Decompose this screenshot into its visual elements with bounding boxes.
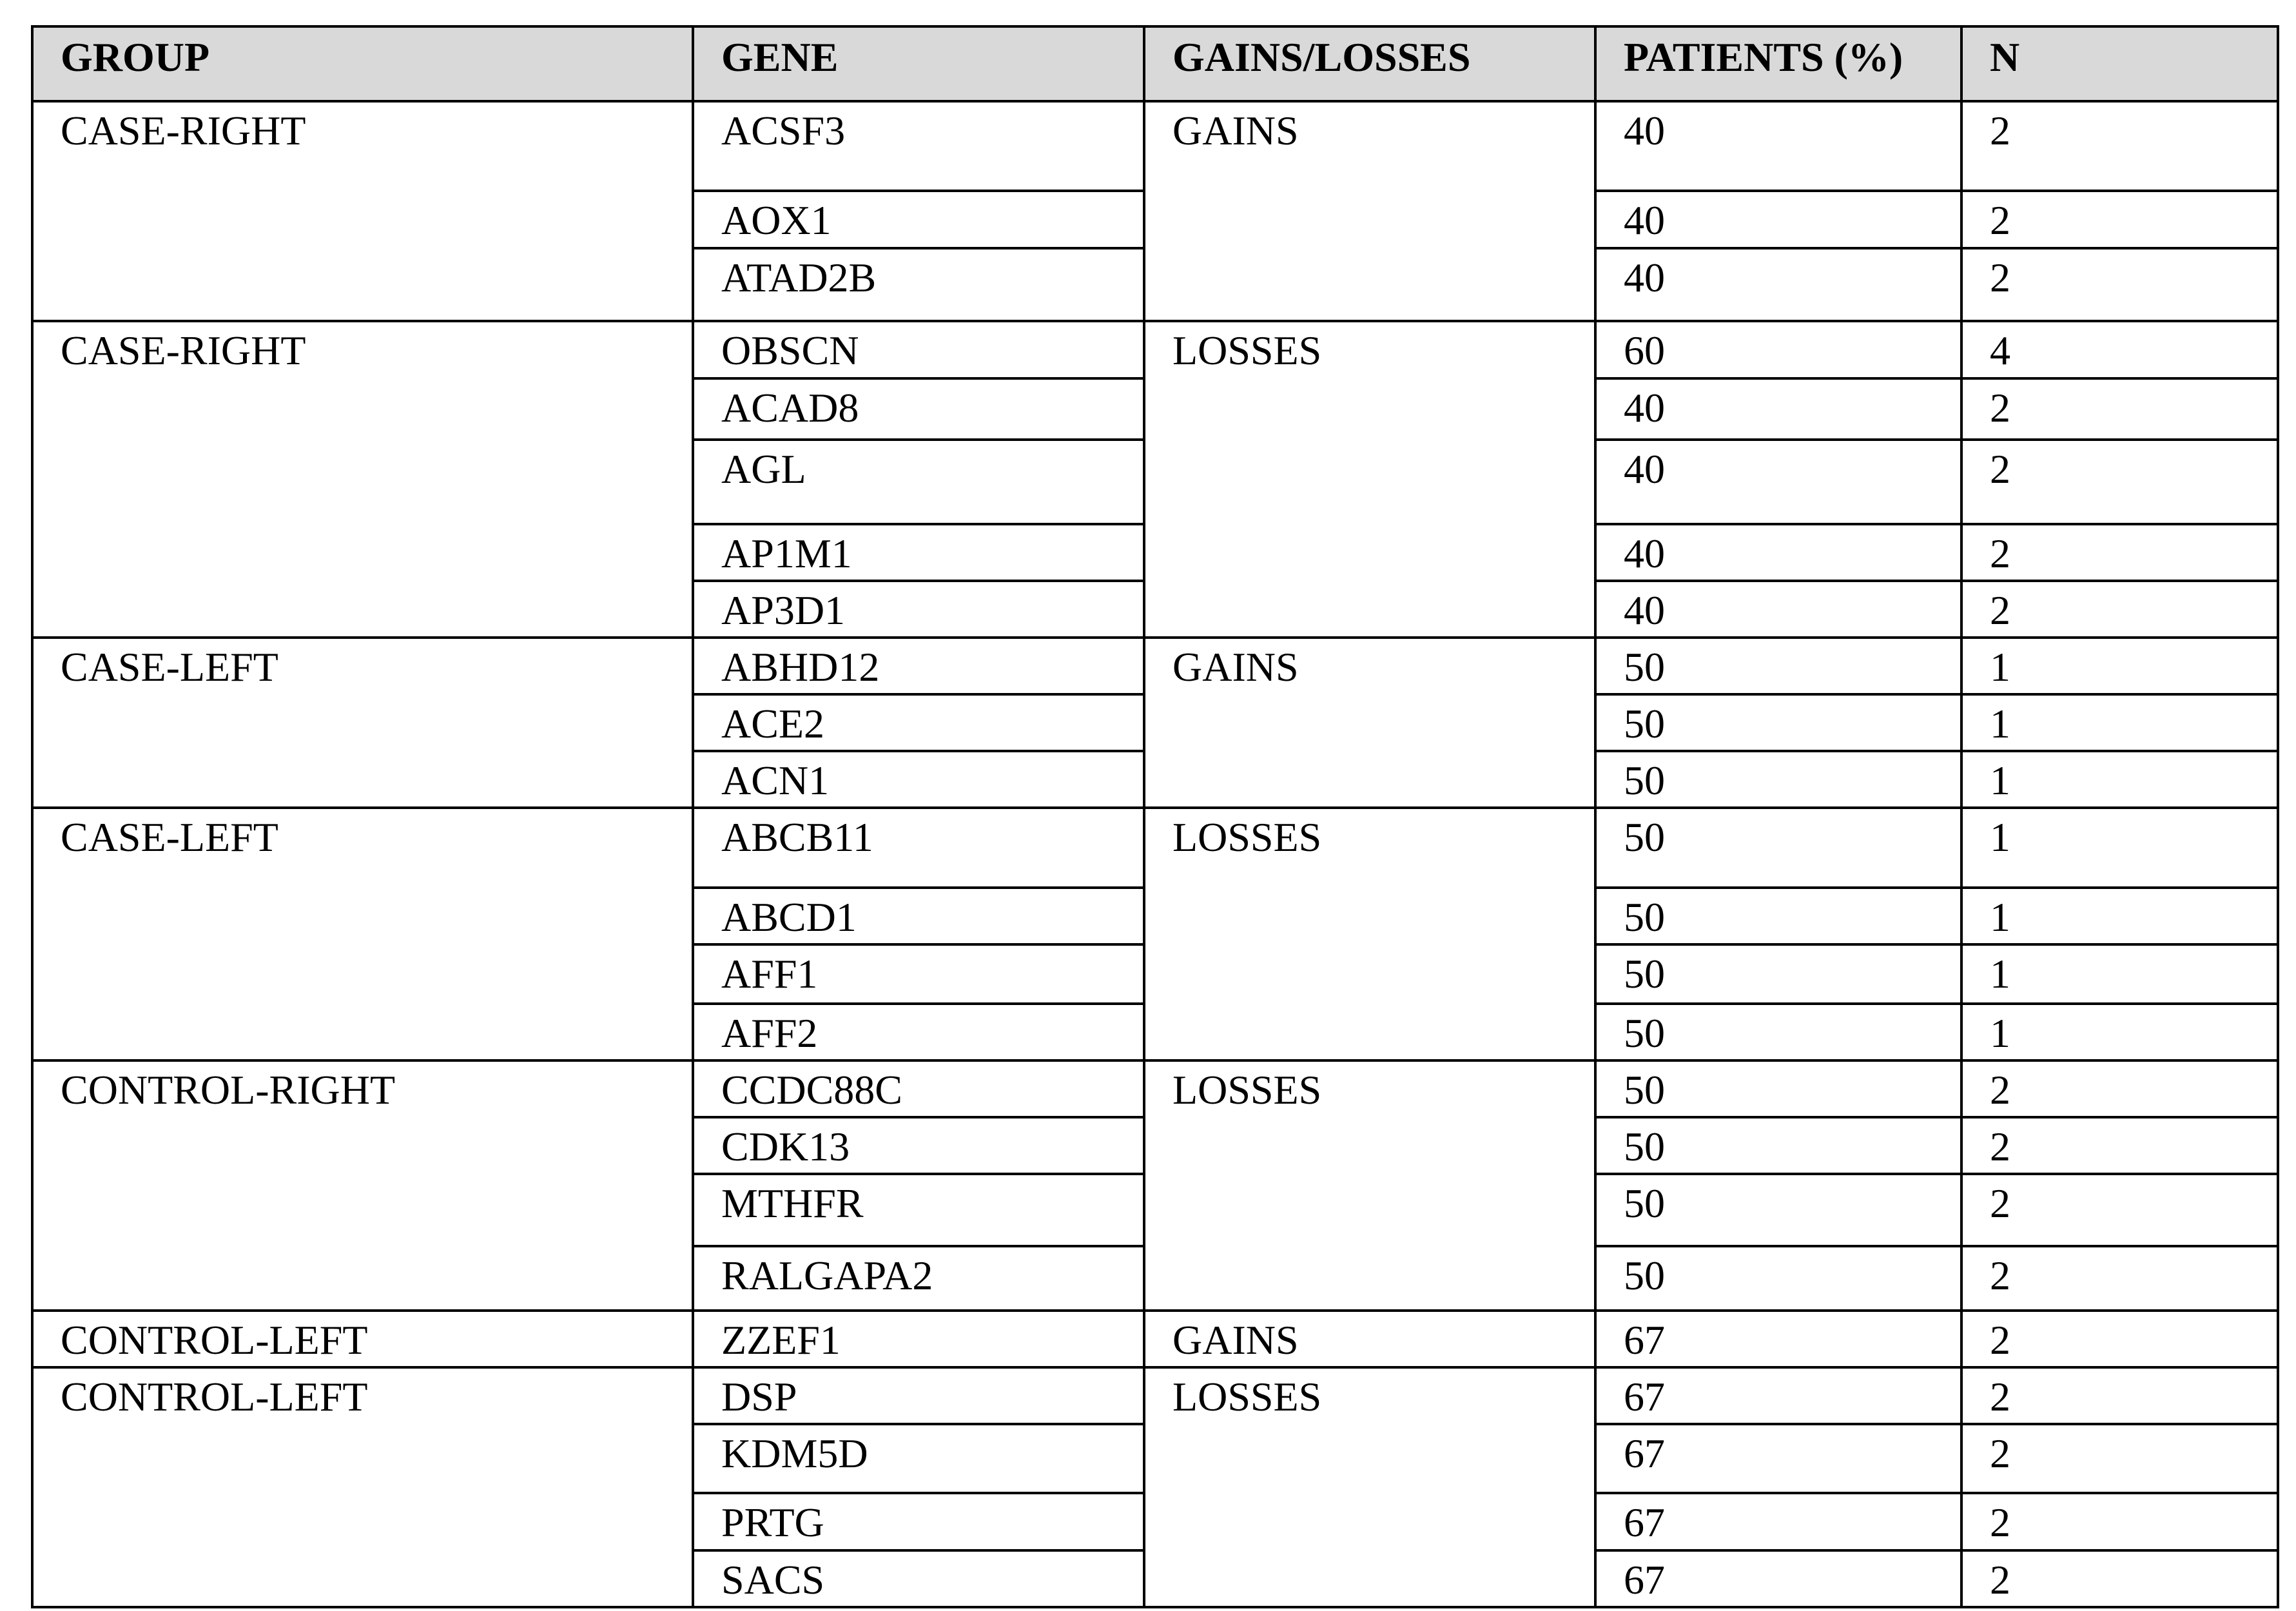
- group-cell: CONTROL-LEFT: [32, 1311, 693, 1367]
- gene-cell: ABCB11: [693, 808, 1144, 888]
- gene-table: [31, 25, 2279, 1608]
- header-gene: GENE: [693, 26, 1144, 101]
- n-cell: 2: [1961, 1493, 2278, 1550]
- n-cell: 2: [1961, 191, 2278, 248]
- patients-cell: 40: [1595, 581, 1961, 638]
- table-row: [32, 808, 2278, 888]
- patients-cell: 50: [1595, 1117, 1961, 1174]
- group-cell: CASE-RIGHT: [32, 321, 693, 638]
- patients-cell: 50: [1595, 638, 1961, 694]
- n-cell: 1: [1961, 751, 2278, 808]
- patients-cell: 60: [1595, 321, 1961, 378]
- n-cell: 2: [1961, 1367, 2278, 1424]
- n-cell: 1: [1961, 1004, 2278, 1060]
- n-cell: 2: [1961, 1174, 2278, 1246]
- n-cell: 2: [1961, 1311, 2278, 1367]
- table-header: [32, 26, 2278, 101]
- gene-cell: AP3D1: [693, 581, 1144, 638]
- gene-cell: AOX1: [693, 191, 1144, 248]
- patients-cell: 67: [1595, 1493, 1961, 1550]
- n-cell: 2: [1961, 378, 2278, 440]
- gene-cell: ACAD8: [693, 378, 1144, 440]
- n-cell: 2: [1961, 524, 2278, 581]
- gene-cell: CCDC88C: [693, 1060, 1144, 1117]
- table-row: [32, 1060, 2278, 1117]
- header-gains-losses: GAINS/LOSSES: [1144, 26, 1595, 101]
- gene-cell: ABCD1: [693, 888, 1144, 944]
- gene-cell: PRTG: [693, 1493, 1144, 1550]
- gene-cell: AGL: [693, 440, 1144, 524]
- n-cell: 1: [1961, 638, 2278, 694]
- patients-cell: 50: [1595, 751, 1961, 808]
- header-patients: PATIENTS (%): [1595, 26, 1961, 101]
- n-cell: 4: [1961, 321, 2278, 378]
- patients-cell: 40: [1595, 440, 1961, 524]
- n-cell: 2: [1961, 1550, 2278, 1607]
- gene-cell: AFF2: [693, 1004, 1144, 1060]
- gene-cell: ACSF3: [693, 101, 1144, 191]
- gene-cell: ACE2: [693, 694, 1144, 751]
- n-cell: 2: [1961, 1060, 2278, 1117]
- n-cell: 2: [1961, 581, 2278, 638]
- patients-cell: 67: [1595, 1424, 1961, 1493]
- group-cell: CASE-LEFT: [32, 638, 693, 808]
- n-cell: 1: [1961, 808, 2278, 888]
- group-cell: CASE-LEFT: [32, 808, 693, 1060]
- patients-cell: 50: [1595, 694, 1961, 751]
- patients-cell: 50: [1595, 1060, 1961, 1117]
- patients-cell: 40: [1595, 101, 1961, 191]
- header-row: [32, 26, 2278, 101]
- gene-cell: AP1M1: [693, 524, 1144, 581]
- n-cell: 2: [1961, 440, 2278, 524]
- gene-cell: ATAD2B: [693, 248, 1144, 321]
- patients-cell: 50: [1595, 1246, 1961, 1311]
- patients-cell: 50: [1595, 1004, 1961, 1060]
- gene-cell: ABHD12: [693, 638, 1144, 694]
- group-cell: CONTROL-LEFT: [32, 1367, 693, 1607]
- patients-cell: 50: [1595, 944, 1961, 1004]
- header-n: N: [1961, 26, 2278, 101]
- gene-cell: ACN1: [693, 751, 1144, 808]
- n-cell: 1: [1961, 694, 2278, 751]
- gains-losses-cell: LOSSES: [1144, 321, 1595, 638]
- table-body: [32, 101, 2278, 1607]
- gene-cell: SACS: [693, 1550, 1144, 1607]
- gene-cell: KDM5D: [693, 1424, 1144, 1493]
- n-cell: 1: [1961, 944, 2278, 1004]
- table-row: [32, 1311, 2278, 1367]
- gene-cell: MTHFR: [693, 1174, 1144, 1246]
- n-cell: 2: [1961, 101, 2278, 191]
- gains-losses-cell: LOSSES: [1144, 808, 1595, 1060]
- table-row: [32, 321, 2278, 378]
- gene-cell: OBSCN: [693, 321, 1144, 378]
- n-cell: 1: [1961, 888, 2278, 944]
- patients-cell: 40: [1595, 378, 1961, 440]
- group-cell: CONTROL-RIGHT: [32, 1060, 693, 1311]
- patients-cell: 50: [1595, 808, 1961, 888]
- patients-cell: 67: [1595, 1550, 1961, 1607]
- patients-cell: 50: [1595, 1174, 1961, 1246]
- patients-cell: 50: [1595, 888, 1961, 944]
- gene-cell: DSP: [693, 1367, 1144, 1424]
- table-row: [32, 1367, 2278, 1424]
- gene-cell: RALGAPA2: [693, 1246, 1144, 1311]
- n-cell: 2: [1961, 1246, 2278, 1311]
- patients-cell: 67: [1595, 1311, 1961, 1367]
- n-cell: 2: [1961, 1424, 2278, 1493]
- gene-cell: ZZEF1: [693, 1311, 1144, 1367]
- group-cell: CASE-RIGHT: [32, 101, 693, 321]
- gains-losses-cell: GAINS: [1144, 638, 1595, 808]
- patients-cell: 40: [1595, 248, 1961, 321]
- header-group: GROUP: [32, 26, 693, 101]
- patients-cell: 40: [1595, 191, 1961, 248]
- n-cell: 2: [1961, 1117, 2278, 1174]
- patients-cell: 67: [1595, 1367, 1961, 1424]
- gene-table-container: [31, 25, 2277, 1608]
- gains-losses-cell: GAINS: [1144, 101, 1595, 321]
- table-row: [32, 638, 2278, 694]
- gene-cell: AFF1: [693, 944, 1144, 1004]
- patients-cell: 40: [1595, 524, 1961, 581]
- gains-losses-cell: GAINS: [1144, 1311, 1595, 1367]
- gains-losses-cell: LOSSES: [1144, 1367, 1595, 1607]
- table-row: [32, 101, 2278, 191]
- n-cell: 2: [1961, 248, 2278, 321]
- gene-cell: CDK13: [693, 1117, 1144, 1174]
- gains-losses-cell: LOSSES: [1144, 1060, 1595, 1311]
